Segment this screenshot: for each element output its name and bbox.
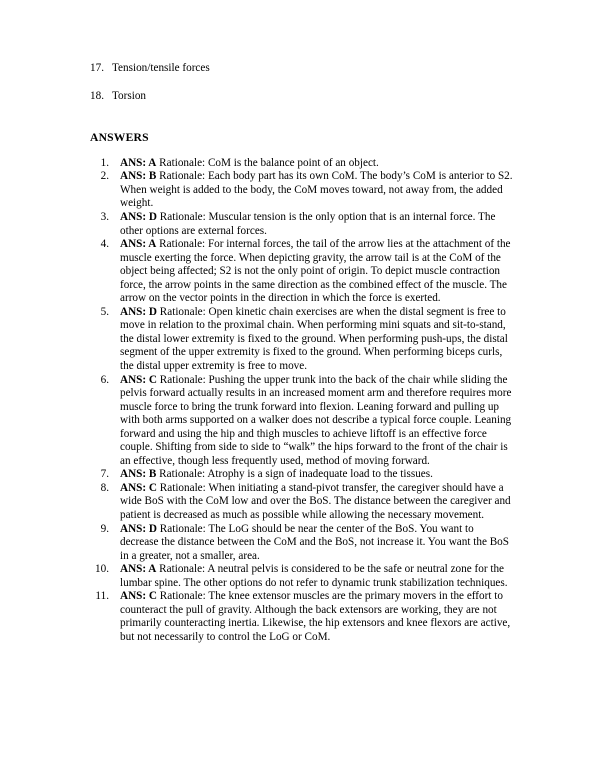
list-item (90, 62, 514, 76)
answer-row (90, 563, 514, 590)
list-item-number: 17. (90, 62, 104, 74)
answer-number: 1. (100, 156, 109, 169)
list-item-text: Torsion (112, 89, 147, 102)
answer-label: ANS: D (120, 522, 157, 535)
answer-number: 5. (100, 305, 109, 318)
list-item (90, 90, 514, 104)
answer-row (90, 590, 514, 644)
list-item-text: Tension/tensile forces (112, 62, 210, 74)
answer-row (90, 468, 514, 482)
answer-body (120, 523, 514, 564)
answer-body (120, 590, 514, 644)
answer-label: ANS: D (120, 305, 157, 318)
list-item-number: 18. (90, 89, 104, 102)
answer-row (90, 523, 514, 564)
answer-row (90, 238, 514, 306)
answer-body (120, 157, 514, 171)
answer-body (120, 374, 514, 469)
answer-row (90, 374, 514, 469)
answer-label: ANS: B (120, 468, 157, 481)
trailing-question-list (90, 62, 514, 103)
answer-rationale: Rationale: Each body part has its own CoM. The body’s CoM is anterior to S2. When weight is added to the body, the CoM moves toward, not away from, the added weight. (120, 170, 513, 210)
answer-label: ANS: C (120, 373, 157, 386)
answer-label: ANS: C (120, 590, 157, 603)
answer-rationale: Rationale: For internal forces, the tail of the arrow lies at the attachment of the muscle exerting the force. When depicting gravity, the arrow tail is at the CoM of the object being affected; S2 is not the only point of origin. To depict muscle contraction force, the arrow points in the same direction as the combined effect of the muscle. The arrow on the vector points in the direction in which the force is exerted. (120, 238, 511, 305)
answer-body (120, 211, 514, 238)
answer-number: 8. (100, 481, 109, 494)
answer-number: 3. (100, 210, 109, 223)
answer-label: ANS: A (120, 156, 157, 169)
answers-list (90, 157, 514, 645)
answer-body (120, 468, 514, 482)
answer-number: 2. (100, 170, 109, 183)
answer-number: 4. (100, 238, 109, 251)
answer-body (120, 306, 514, 374)
section-heading-answers: ANSWERS (90, 131, 149, 145)
answer-rationale: Rationale: The knee extensor muscles are the primary movers in the effort to counteract the pull of gravity. Although the back extensors are working, they are not primarily counteracting inertia. Likewise, the hip extensors and knee flexors are active, but not necessarily to control the LoG or CoM. (120, 590, 511, 643)
answer-body (120, 238, 514, 306)
answer-row (90, 170, 514, 211)
answer-row (90, 211, 514, 238)
answer-number: 11. (95, 590, 109, 603)
answer-row (90, 482, 514, 523)
answer-label: ANS: C (120, 481, 157, 494)
answer-number: 6. (100, 373, 109, 386)
answer-rationale: Rationale: Muscular tension is the only option that is an internal force. The other options are external forces. (120, 210, 496, 237)
document-content (90, 62, 514, 644)
answer-number: 9. (100, 522, 109, 535)
answer-rationale: Rationale: When initiating a stand-pivot transfer, the caregiver should have a wide BoS with the CoM low and over the BoS. The distance between the caregiver and patient is decreased as much as possible while allowing the necessary movement. (120, 481, 511, 521)
answer-rationale: Rationale: Open kinetic chain exercises are when the distal segment is free to move in relation to the proximal chain. When performing mini squats and sit-to-stand, the distal lower extremity is fixed to the ground. When performing push-ups, the distal segment of the upper extremity is fixed to the ground. When performing biceps curls, the distal upper extremity is free to move. (120, 305, 508, 372)
answer-row (90, 306, 514, 374)
answer-rationale: Rationale: A neutral pelvis is considered to be the safe or neutral zone for the lumbar spine. The other options do not refer to dynamic trunk stabilization techniques. (120, 563, 508, 589)
answer-body (120, 482, 514, 523)
answer-number: 10. (95, 563, 109, 576)
answer-row (90, 157, 514, 171)
answer-rationale: Rationale: Atrophy is a sign of inadequate load to the tissues. (156, 468, 433, 481)
answer-number: 7. (100, 468, 109, 481)
answer-label: ANS: A (120, 238, 157, 251)
answer-rationale: Rationale: Pushing the upper trunk into the back of the chair while sliding the pelvis forward actually results in an increased moment arm and therefore requires more muscle force to bring the trunk forward into flexion. Leaning forward and pulling up with both arms supported on a walker does not describe a typical force couple. Leaning forward and using the hip and thigh muscles to achieve liftoff is an effective force couple. Shifting from side to side to “walk” the hips forward to the front of the chair is an effective, though less frequently used, method of moving forward. (120, 373, 512, 467)
answer-body (120, 170, 514, 211)
answer-label: ANS: B (120, 170, 157, 183)
answer-body (120, 563, 514, 590)
answer-label: ANS: D (120, 210, 157, 223)
answer-rationale: Rationale: CoM is the balance point of an object. (156, 156, 379, 169)
answer-label: ANS: A (120, 563, 157, 576)
answer-rationale: Rationale: The LoG should be near the center of the BoS. You want to decrease the distance between the CoM and the BoS, not increase it. You want the BoS in a greater, not a smaller, area. (120, 522, 509, 562)
